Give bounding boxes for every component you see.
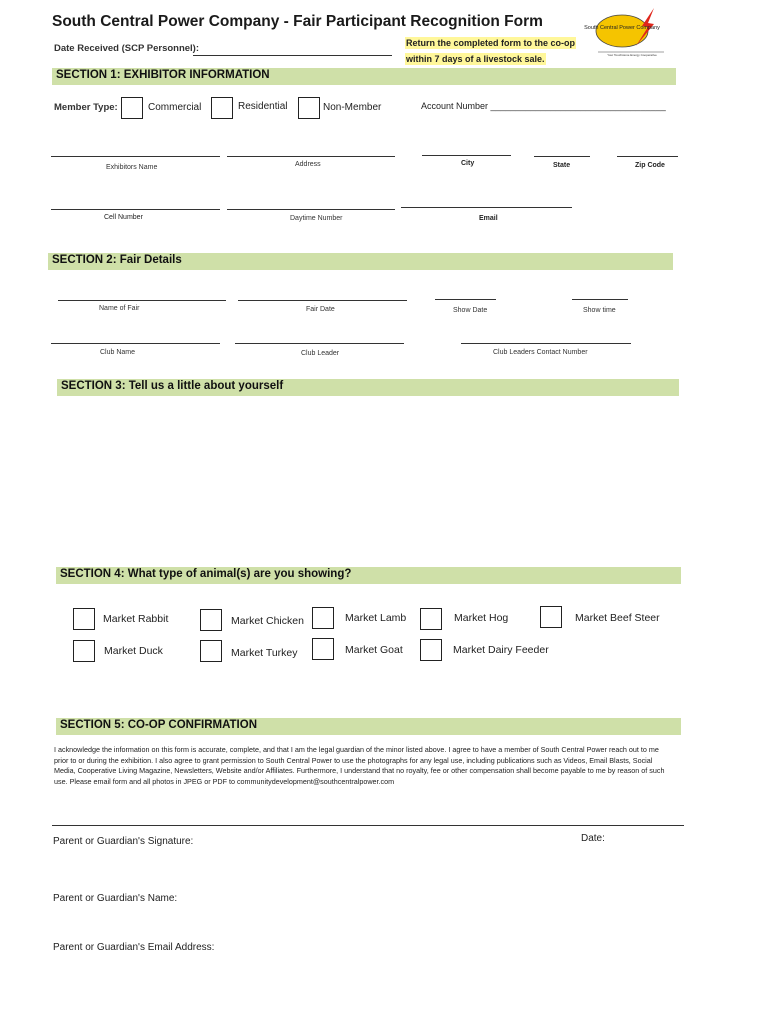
cell-number-field[interactable] — [51, 209, 220, 210]
address-field[interactable] — [227, 156, 395, 157]
zip-label: Zip Code — [635, 162, 665, 169]
cell-number-label: Cell Number — [104, 214, 143, 221]
state-label: State — [553, 162, 571, 169]
market-duck-label: Market Duck — [104, 645, 163, 657]
market-lamb-checkbox[interactable] — [312, 607, 334, 629]
show-time-label: Show time — [583, 307, 616, 314]
section4-bar — [56, 567, 681, 584]
return-note-line1: Return the completed form to the co-op — [406, 38, 576, 48]
market-hog-label: Market Hog — [454, 612, 509, 624]
signature-line[interactable] — [52, 825, 684, 826]
city-field[interactable] — [422, 155, 511, 156]
section1-heading: SECTION 1: EXHIBITOR INFORMATION — [56, 69, 270, 81]
return-note — [405, 37, 576, 67]
section5-heading: SECTION 5: CO-OP CONFIRMATION — [60, 719, 257, 731]
city-label: City — [461, 160, 475, 167]
zip-field[interactable] — [617, 156, 678, 157]
show-date-field[interactable] — [435, 299, 496, 300]
commercial-label: Commercial — [148, 102, 202, 113]
non-member-checkbox[interactable] — [298, 97, 320, 119]
market-rabbit-checkbox[interactable] — [73, 608, 95, 630]
market-chicken-label: Market Chicken — [231, 615, 304, 627]
commercial-checkbox[interactable] — [121, 97, 143, 119]
section2-heading: SECTION 2: Fair Details — [52, 254, 182, 266]
address-label: Address — [295, 161, 321, 168]
form-title: South Central Power Company - Fair Participant Recognition Form — [52, 13, 543, 30]
date-label: Date: — [581, 833, 605, 844]
member-type-label: Member Type: — [54, 102, 118, 113]
club-name-label: Club Name — [100, 349, 136, 356]
exhibitor-name-field[interactable] — [51, 156, 220, 157]
state-field[interactable] — [534, 156, 590, 157]
section1-bar — [52, 68, 676, 85]
market-dairy-feeder-checkbox[interactable] — [420, 639, 442, 661]
leader-contact-label: Club Leaders Contact Number — [493, 349, 588, 356]
non-member-label: Non-Member — [323, 102, 382, 113]
market-chicken-checkbox[interactable] — [200, 609, 222, 631]
fair-date-field[interactable] — [238, 300, 407, 301]
section3-bar — [57, 379, 679, 396]
market-turkey-label: Market Turkey — [231, 647, 298, 659]
market-beef-steer-label: Market Beef Steer — [575, 612, 660, 624]
email-field[interactable] — [401, 207, 572, 208]
logo-tagline: Your Touchstone Energy Cooperative — [607, 53, 657, 57]
market-duck-checkbox[interactable] — [73, 640, 95, 662]
about-yourself-area[interactable] — [57, 400, 679, 560]
guardian-name-label: Parent or Guardian's Name: — [53, 893, 178, 904]
logo-text: South Central Power Company — [584, 25, 660, 31]
market-dairy-feeder-label: Market Dairy Feeder — [453, 644, 549, 656]
club-leader-field[interactable] — [235, 343, 404, 344]
market-goat-checkbox[interactable] — [312, 638, 334, 660]
residential-label: Residential — [238, 101, 288, 112]
section4-heading: SECTION 4: What type of animal(s) are you showing? — [60, 568, 352, 580]
club-name-field[interactable] — [51, 343, 220, 344]
market-turkey-checkbox[interactable] — [200, 640, 222, 662]
leader-contact-field[interactable] — [461, 343, 631, 344]
section5-bar — [56, 718, 681, 735]
company-logo — [584, 6, 670, 58]
section2-bar — [48, 253, 673, 270]
market-goat-label: Market Goat — [345, 644, 403, 656]
daytime-number-label: Daytime Number — [290, 215, 343, 222]
email-label: Email — [479, 215, 498, 222]
fair-name-label: Name of Fair — [99, 305, 140, 312]
show-date-label: Show Date — [453, 307, 488, 314]
daytime-number-field[interactable] — [227, 209, 395, 210]
club-leader-label: Club Leader — [301, 350, 340, 357]
consent-text: I acknowledge the information on this form is accurate, complete, and that I am the legal guardian of the minor listed above. I agree to have a member of South Central Power reach out to me prior to or during the exhibition. I also agree to grant permission to South Central Power to use the photographs for any legal use, including publications such as Videos, Email Blasts, Social Media, Cooperative Living Magazine, Newsletters, Website and/or Affiliates. Furthermore, I understand that no royalty, fee or other compensation shall become payable to me by reason of such use. Please email form and all photos in JPEG or PDF to communitydevelopment@southcentralpower.com — [54, 745, 665, 786]
account-number-field[interactable]: Account Number ___________________________________ — [421, 101, 666, 111]
show-time-field[interactable] — [572, 299, 628, 300]
date-received-label: Date Received (SCP Personnel): — [54, 43, 200, 54]
market-hog-checkbox[interactable] — [420, 608, 442, 630]
fair-date-label: Fair Date — [306, 306, 335, 313]
market-beef-steer-checkbox[interactable] — [540, 606, 562, 628]
section3-heading: SECTION 3: Tell us a little about yourself — [61, 380, 284, 392]
market-rabbit-label: Market Rabbit — [103, 613, 169, 625]
residential-checkbox[interactable] — [211, 97, 233, 119]
return-note-line2: within 7 days of a livestock sale. — [406, 54, 545, 64]
logo-graphic — [584, 6, 670, 58]
fair-name-field[interactable] — [58, 300, 226, 301]
signature-label: Parent or Guardian's Signature: — [53, 836, 194, 847]
guardian-email-label: Parent or Guardian's Email Address: — [53, 942, 215, 953]
exhibitor-name-label: Exhibitors Name — [106, 164, 158, 171]
market-lamb-label: Market Lamb — [345, 612, 407, 624]
date-received-field[interactable] — [193, 55, 392, 56]
